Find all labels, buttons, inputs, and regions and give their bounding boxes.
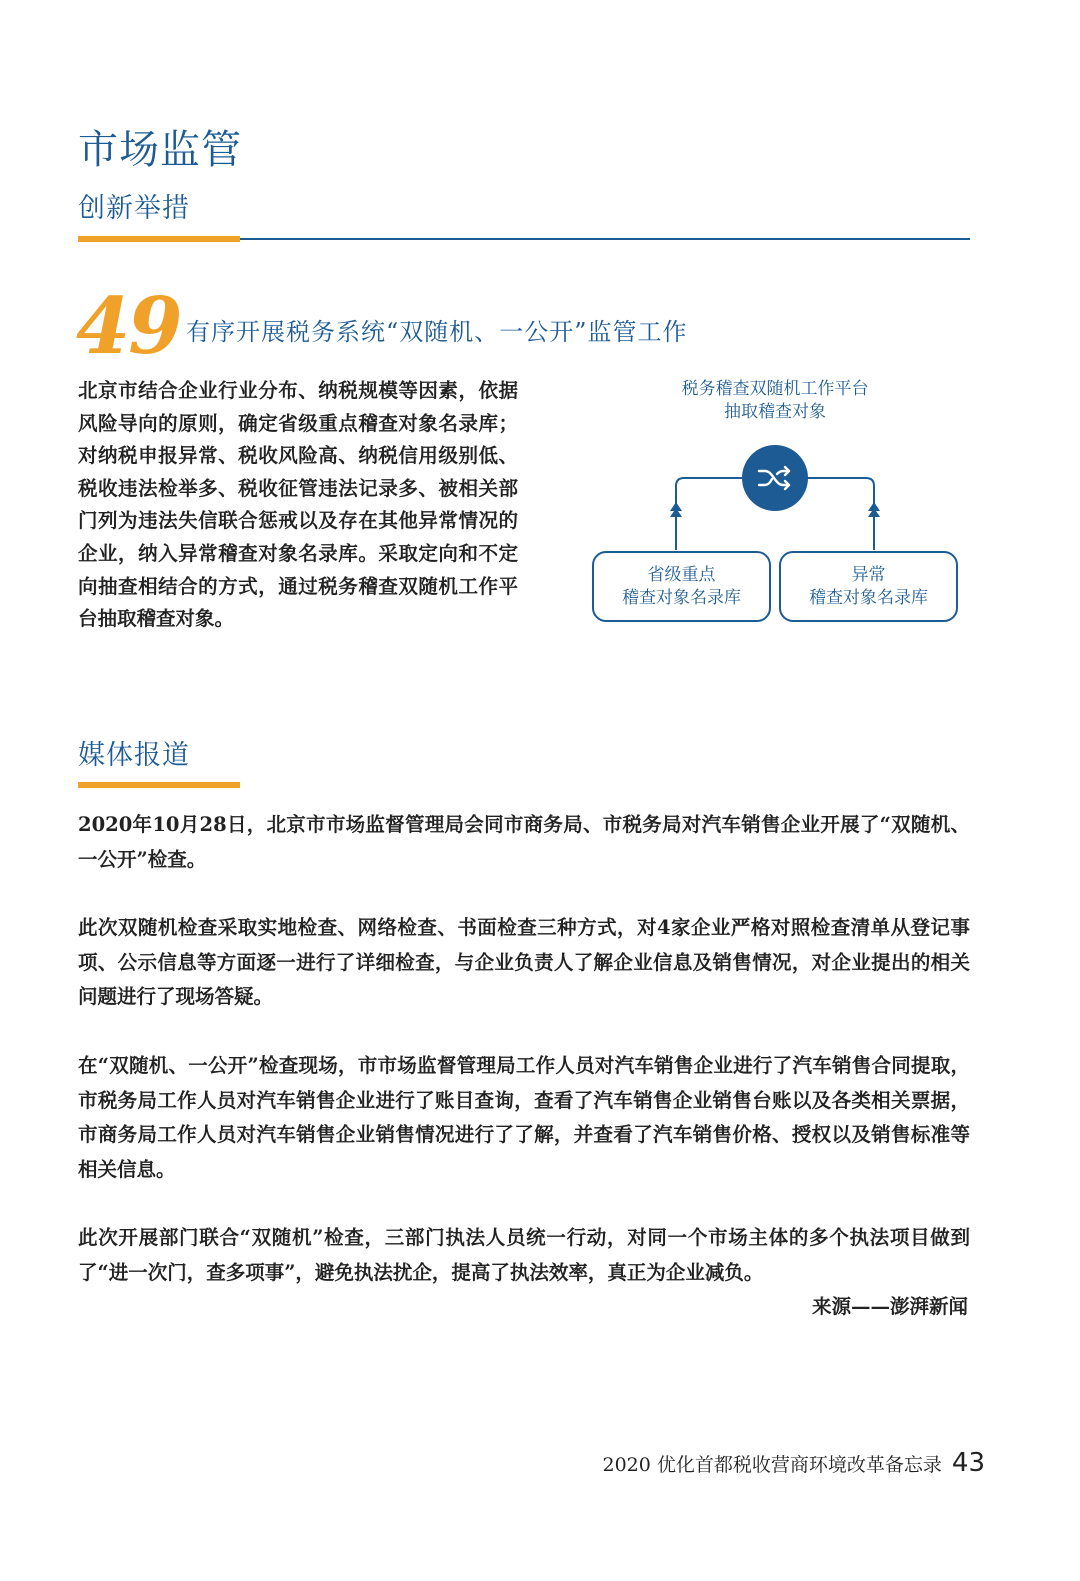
- media-paragraph: 此次开展部门联合“双随机”检查，三部门执法人员统一行动，对同一个市场主体的多个执法项目做到了“进一次门，查多项事”，避免执法扰企，提高了执法效率，真正为企业减负。: [78, 1226, 970, 1284]
- box-abnormal-list: [779, 551, 958, 622]
- diagram-top-line2: 抽取稽查对象: [724, 402, 826, 422]
- page-title: 市场监管: [78, 127, 242, 173]
- box-right-line2: 稽查对象名录库: [809, 587, 928, 608]
- box-left-line2: 稽查对象名录库: [622, 587, 741, 608]
- item-number: 49: [76, 281, 181, 372]
- page-number: 43: [951, 1448, 985, 1478]
- diagram-top-line1: 税务稽查双随机工作平台: [681, 379, 869, 399]
- section-divider-accent: [78, 236, 240, 242]
- shuffle-icon: [741, 444, 809, 512]
- media-paragraph: 此次双随机检查采取实地检查、网络检查、书面检查三种方式，对4家企业严格对照检查清单从登记事项、公示信息等方面逐一进行了详细检查，与企业负责人了解企业信息及销售情况，对企业提出的相关问题进行了现场答疑。: [78, 916, 970, 1008]
- box-right-line1: 异常: [851, 564, 886, 585]
- box-left-line1: 省级重点: [647, 564, 716, 585]
- media-paragraph: 在“双随机、一公开”检查现场，市市场监督管理局工作人员对汽车销售企业进行了汽车销售合同提取，市税务局工作人员对汽车销售企业进行了账目查询，查看了汽车销售企业销售台账以及各类相关票据，市商务局工作人员对汽车销售企业销售情况进行了了解，并查看了汽车销售价格、授权以及销售标准等相关信息。: [78, 1054, 970, 1181]
- item-body: 北京市结合企业行业分布、纳税规模等因素，依据风险导向的原则，确定省级重点稽查对象名录库；对纳税申报异常、税收风险高、纳税信用级别低、税收违法检举多、税收征管违法记录多、被相关部门列为违法失信联合惩戒以及存在其他异常情况的企业，纳入异常稽查对象名录库。采取定向和不定向抽查相结合的方式，通过税务稽查双随机工作平台抽取稽查对象。: [78, 379, 518, 631]
- section-divider-accent: [78, 782, 240, 788]
- media-paragraph: 2020年10月28日，北京市市场监督管理局会同市商务局、市税务局对汽车销售企业开展了“双随机、一公开”检查。: [78, 813, 970, 871]
- footer-text: 2020 优化首都税收营商环境改革备忘录: [602, 1454, 942, 1476]
- item-heading: 有序开展税务系统“双随机、一公开”监管工作: [186, 318, 688, 346]
- flow-diagram: [590, 378, 960, 628]
- box-provincial-key-list: [592, 551, 771, 622]
- section-title-media: 媒体报道: [78, 740, 190, 771]
- source-credit: 来源——澎湃新闻: [811, 1295, 968, 1318]
- section-title-innovation: 创新举措: [78, 193, 190, 224]
- page-footer: [603, 1448, 986, 1478]
